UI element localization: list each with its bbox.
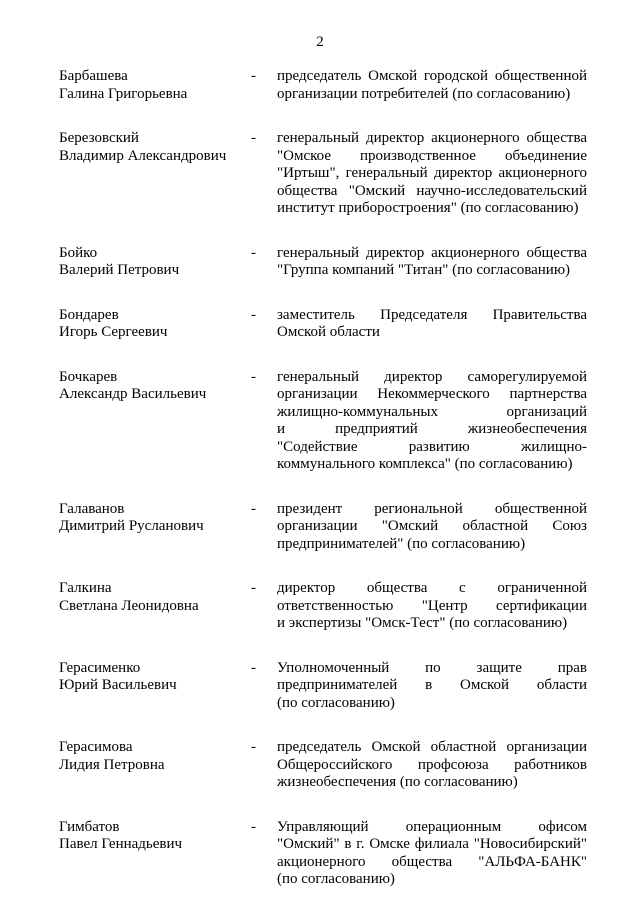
- member-entry: [0, 660, 640, 713]
- position-line: председатель Омской городской общественной: [277, 68, 587, 84]
- member-name: [59, 819, 244, 854]
- position-line: (по согласованию): [277, 694, 395, 711]
- member-name: [59, 369, 244, 404]
- position-line: и предприятий жизнеобеспечения: [277, 421, 587, 437]
- position-line: заместитель Председателя Правительства: [277, 306, 587, 323]
- position-line: организации Некоммерческого партнерства: [277, 386, 587, 402]
- position-line: генеральный директор саморегулируемой: [277, 368, 587, 385]
- member-given-names: Валерий Петрович: [59, 262, 180, 278]
- member-position: [277, 68, 587, 103]
- position-line: институт приборостроения" (по согласованию): [277, 200, 579, 216]
- dash-separator: -: [251, 580, 256, 596]
- member-surname: Березовский: [59, 130, 139, 146]
- member-given-names: Владимир Александрович: [59, 147, 227, 164]
- member-surname: Бойко: [59, 244, 98, 261]
- member-position: [277, 501, 587, 554]
- position-line: "Иртыш", генеральный директор акционерного: [277, 165, 587, 181]
- position-line: организации потребителей (по согласованию): [277, 85, 571, 102]
- position-line: организации "Омский областной Союз: [277, 518, 587, 534]
- position-line: "Группа компаний "Титан" (по согласованию): [277, 262, 571, 278]
- position-line: предпринимателей в Омской области: [277, 677, 587, 693]
- member-surname: Гимбатов: [59, 818, 120, 835]
- dash-separator: -: [251, 368, 256, 385]
- member-surname: Бочкарев: [59, 368, 118, 385]
- position-line: генеральный директор акционерного общества: [277, 244, 587, 261]
- member-surname: Барбашева: [59, 68, 128, 84]
- member-entry: [0, 68, 640, 103]
- dash-separator: -: [251, 659, 256, 676]
- member-entry: [0, 739, 640, 792]
- member-given-names: Димитрий Русланович: [59, 518, 204, 534]
- position-line: "Содействие развитию жилищно-: [277, 438, 587, 455]
- member-surname: Герасимова: [59, 739, 133, 755]
- member-position: [277, 369, 587, 474]
- position-line: "Омское производственное объединение: [277, 147, 587, 164]
- member-name: [59, 245, 244, 280]
- member-given-names: Игорь Сергеевич: [59, 324, 168, 340]
- dash-separator: -: [251, 818, 256, 835]
- position-line: общества "Омский научно-исследовательский: [277, 182, 587, 199]
- position-line: директор общества с ограниченной: [277, 580, 587, 596]
- position-line: "Омский" в г. Омске филиала "Новосибирский": [277, 836, 587, 852]
- member-name: [59, 130, 244, 165]
- member-surname: Галкина: [59, 580, 112, 596]
- position-line: Управляющий операционным офисом: [277, 818, 587, 835]
- member-name: [59, 739, 244, 774]
- position-line: предпринимателей" (по согласованию): [277, 535, 526, 552]
- member-given-names: Светлана Леонидовна: [59, 597, 199, 614]
- member-surname: Галаванов: [59, 500, 125, 517]
- dash-separator: -: [251, 130, 256, 146]
- member-name: [59, 580, 244, 615]
- member-given-names: Павел Геннадьевич: [59, 836, 183, 852]
- member-entry: [0, 819, 640, 889]
- position-line: коммунального комплекса" (по согласованию): [277, 456, 573, 472]
- position-line: (по согласованию): [277, 871, 395, 887]
- dash-separator: -: [251, 244, 256, 261]
- member-entry: [0, 580, 640, 633]
- position-line: президент региональной общественной: [277, 500, 587, 517]
- dash-separator: -: [251, 68, 256, 84]
- position-line: председатель Омской областной организации: [277, 739, 587, 755]
- member-position: [277, 739, 587, 792]
- member-surname: Бондарев: [59, 306, 119, 323]
- member-name: [59, 660, 244, 695]
- page-number: 2: [316, 34, 324, 50]
- position-line: и экспертизы "Омск-Тест" (по согласованию): [277, 615, 568, 631]
- position-line: ответственностью "Центр сертификации: [277, 597, 587, 614]
- member-entry: [0, 501, 640, 554]
- member-entry: [0, 307, 640, 342]
- member-position: [277, 245, 587, 280]
- position-line: жилищно-коммунальных организаций: [277, 403, 587, 420]
- position-line: Общероссийского профсоюза работников: [277, 756, 587, 773]
- member-position: [277, 660, 587, 713]
- member-position: [277, 819, 587, 889]
- position-line: акционерного общества "АЛЬФА-БАНК": [277, 853, 587, 870]
- position-line: генеральный директор акционерного общества: [277, 130, 587, 146]
- member-position: [277, 130, 587, 218]
- member-position: [277, 307, 587, 342]
- member-position: [277, 580, 587, 633]
- member-name: [59, 501, 244, 536]
- position-line: Омской области: [277, 324, 380, 340]
- position-line: Уполномоченный по защите прав: [277, 659, 587, 676]
- dash-separator: -: [251, 739, 256, 755]
- dash-separator: -: [251, 306, 256, 323]
- member-entry: [0, 369, 640, 474]
- member-given-names: Александр Васильевич: [59, 386, 207, 402]
- member-given-names: Галина Григорьевна: [59, 85, 188, 102]
- member-surname: Герасименко: [59, 659, 141, 676]
- member-name: [59, 68, 244, 103]
- dash-separator: -: [251, 500, 256, 517]
- member-list: [0, 68, 640, 889]
- member-entry: [0, 130, 640, 218]
- member-entry: [0, 245, 640, 280]
- member-name: [59, 307, 244, 342]
- member-given-names: Лидия Петровна: [59, 756, 165, 773]
- member-given-names: Юрий Васильевич: [59, 677, 177, 693]
- position-line: жизнеобеспечения (по согласованию): [277, 774, 518, 790]
